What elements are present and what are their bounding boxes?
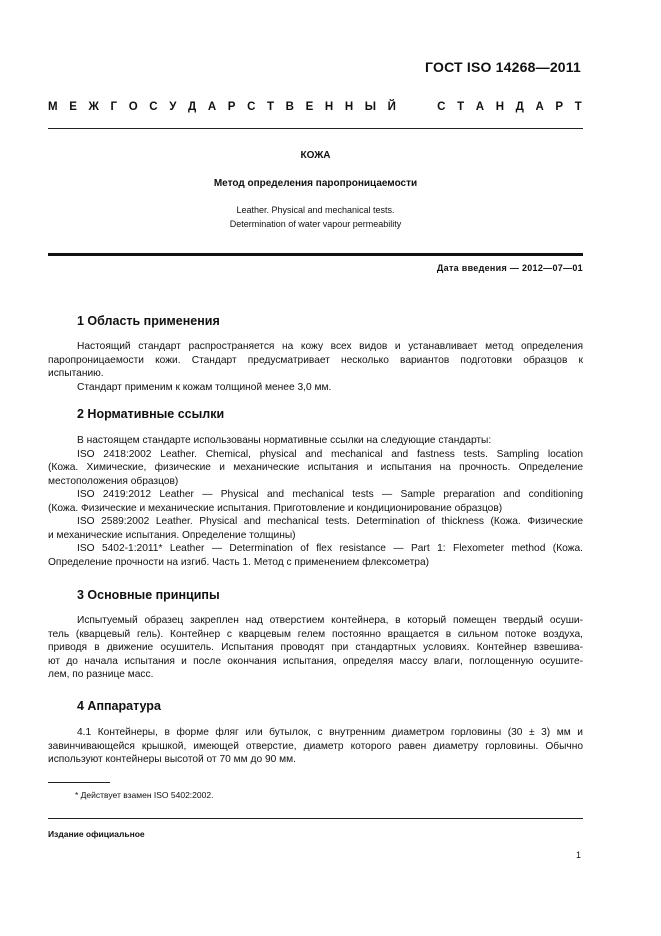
title-rule bbox=[48, 253, 583, 256]
edition-label: Издание официальное bbox=[48, 829, 145, 839]
section-body bbox=[48, 434, 583, 569]
english-title-line: Determination of water vapour permeability bbox=[229, 219, 402, 229]
text-line: ют до начала испытания и после окончания испытания, определяя массу влаги, поглощенную осушите- bbox=[48, 655, 583, 667]
text-line: ISO 2589:2002 Leather. Physical and mechanical tests. Determination of thickness (Кожа. Физические bbox=[77, 516, 583, 527]
section-body bbox=[48, 340, 583, 394]
text-line: Испытуемый образец закреплен над отверстием контейнера, в который помещен твердый осуши- bbox=[77, 615, 583, 626]
footer-rule bbox=[48, 818, 583, 819]
banner-letter: Ж bbox=[88, 101, 99, 113]
banner-letter: Й bbox=[387, 101, 396, 113]
banner-letter: Т bbox=[457, 101, 465, 113]
introduction-date: Дата введения — 2012—07—01 bbox=[436, 263, 583, 273]
document-title: КОЖА bbox=[300, 150, 331, 161]
english-title-line: Leather. Physical and mechanical tests. bbox=[236, 205, 395, 215]
banner-letter: Т bbox=[574, 101, 582, 113]
banner-letter: А bbox=[207, 101, 217, 113]
banner-letter: Г bbox=[110, 101, 118, 113]
text-line: Стандарт применим к кожам толщиной менее 3,0 мм. bbox=[77, 381, 332, 393]
banner-letter: Т bbox=[267, 101, 275, 113]
banner-letter: А bbox=[475, 101, 485, 113]
banner-letter: В bbox=[285, 101, 294, 113]
banner-letter: С bbox=[149, 101, 158, 113]
banner-letter: Ы bbox=[364, 101, 377, 113]
standard-banner bbox=[48, 101, 582, 113]
text-line: паропроницаемости кожи. Стандарт предусматривает несколько вариантов подготовки образцов к bbox=[48, 354, 583, 366]
section-heading: 1 Область применения bbox=[77, 314, 220, 328]
section-heading: 3 Основные принципы bbox=[77, 588, 220, 602]
text-line: тель (кварцевый гель). Контейнер с кварцевым гелем постоянно вращается в сильном потоке воздуха, bbox=[48, 628, 583, 640]
banner-gap bbox=[408, 101, 426, 113]
banner-letter: У bbox=[169, 101, 177, 113]
text-line: 4.1 Контейнеры, в форме фляг или бутылок, с внутренним диаметром горловины (30 ± 3) мм и bbox=[77, 727, 583, 738]
banner-letter: Д bbox=[515, 101, 524, 113]
text-line: В настоящем стандарте использованы нормативные ссылки на следующие стандарты: bbox=[77, 435, 492, 446]
banner-letter: Д bbox=[188, 101, 197, 113]
banner-letter: Н bbox=[344, 101, 354, 113]
banner-letter: Е bbox=[305, 101, 314, 113]
banner-letter: Р bbox=[227, 101, 236, 113]
text-line: (Кожа. Физические и механические испытания. Приготовление и кондиционирование образцов) bbox=[48, 502, 503, 514]
footnote-rule bbox=[48, 782, 110, 783]
banner-letter: А bbox=[535, 101, 544, 113]
section-body bbox=[48, 614, 583, 682]
footnote: * Действует взамен ISO 5402:2002. bbox=[75, 790, 214, 800]
section-heading: 2 Нормативные ссылки bbox=[77, 407, 225, 421]
text-line: приводя в движение осушитель. Испытания проводят при стандартных условиях. Контейнер взвешива- bbox=[48, 642, 583, 653]
text-line: и механические испытания. Определение толщины) bbox=[48, 529, 296, 541]
banner-letter: Н bbox=[495, 101, 505, 113]
section-body bbox=[48, 726, 583, 767]
banner-letter: С bbox=[437, 101, 446, 113]
text-line: лем, по разнице масс. bbox=[48, 669, 154, 680]
text-line: завинчивающейся крышкой, имеющей отверстие, диаметр которого равен диаметру горловины. Обычно bbox=[48, 740, 583, 752]
text-line: Определение прочности на изгиб. Часть 1. Метод с применением флексометра) bbox=[48, 556, 430, 568]
text-line: Настоящий стандарт распространяется на кожу всех видов и устанавливает метод определения bbox=[77, 341, 583, 352]
page-number: 1 bbox=[575, 850, 581, 860]
section-heading: 4 Аппаратура bbox=[77, 699, 161, 713]
text-line: используют контейнеры высотой от 70 мм до 90 мм. bbox=[48, 754, 296, 765]
banner-letter: О bbox=[128, 101, 138, 113]
banner-letter: Н bbox=[324, 101, 334, 113]
banner-letter: М bbox=[48, 101, 58, 113]
document-code: ГОСТ ISO 14268—2011 bbox=[425, 59, 581, 75]
document-subtitle: Метод определения паропроницаемости bbox=[213, 178, 418, 189]
text-line: (Кожа. Химические, физические и механические испытания и испытания на прочность. Определение bbox=[48, 462, 583, 473]
text-line: местоположения образцов) bbox=[48, 475, 179, 487]
banner-letter: Е bbox=[69, 101, 77, 113]
banner-letter: С bbox=[247, 101, 256, 113]
text-line: ISO 5402-1:2011* Leather — Determination of flex resistance — Part 1: Flexometer method (Кожа. bbox=[77, 543, 583, 554]
text-line: испытанию. bbox=[48, 368, 104, 379]
text-line: ISO 2419:2012 Leather — Physical and mechanical tests — Sample preparation and conditioning bbox=[77, 489, 583, 500]
text-line: ISO 2418:2002 Leather. Chemical, physical and mechanical and fastness tests. Sampling location bbox=[77, 448, 583, 460]
banner-letter: Р bbox=[555, 101, 564, 113]
header-rule bbox=[48, 128, 583, 129]
